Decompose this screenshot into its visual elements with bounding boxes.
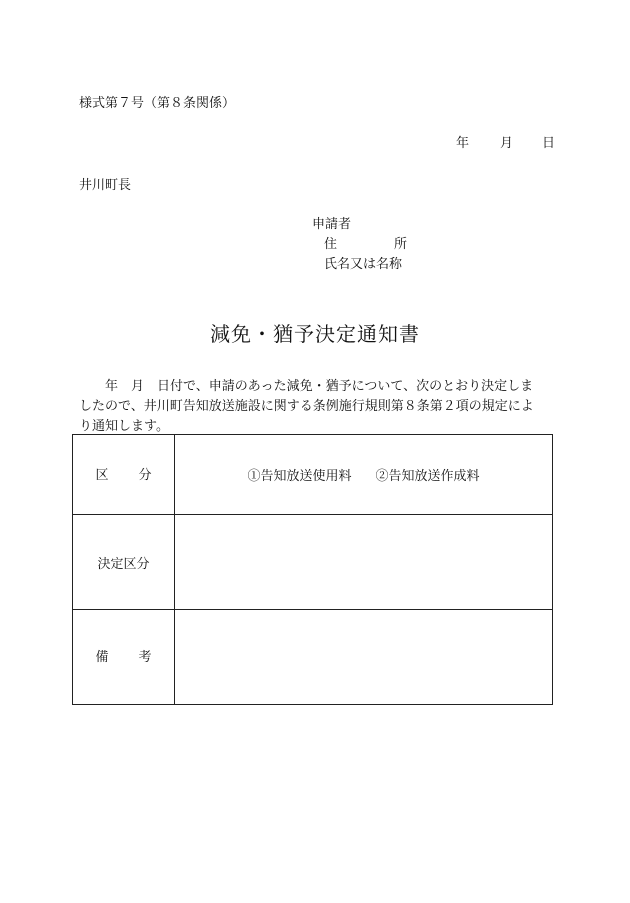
form-number: 様式第７号（第８条関係） <box>79 96 236 111</box>
address-char-1: 住 <box>324 237 338 252</box>
date-year: 年 <box>456 136 470 151</box>
date-month: 月 <box>500 136 514 151</box>
date-day: 日 <box>542 136 556 151</box>
category-label <box>96 464 152 482</box>
decision-label-cell <box>73 515 175 610</box>
category-char-2: 分 <box>138 467 152 483</box>
addressee: 井川町長 <box>79 178 132 193</box>
remarks-label-cell <box>73 610 175 705</box>
body-line-3: り通知します。 <box>79 419 169 434</box>
remarks-char-1: 備 <box>95 650 109 665</box>
decision-label: 決定区分 <box>97 556 150 572</box>
remarks-label <box>96 646 152 664</box>
document-title: 減免・猶予決定通知書 <box>210 322 420 346</box>
address-char-2: 所 <box>394 237 408 252</box>
remarks-char-2: 考 <box>138 650 152 665</box>
applicant-name-label: 氏名又は名称 <box>324 257 403 272</box>
category-char-1: 区 <box>95 467 109 483</box>
body-paragraph <box>79 377 555 437</box>
body-line-1: 年 月 日付で、申請のあった減免・猶予について、次のとおり決定しま <box>105 379 534 394</box>
body-line-2: したので、井川町告知放送施設に関する条例施行規則第８条第２項の規定によ <box>79 399 534 414</box>
applicant-label: 申請者 <box>312 217 352 232</box>
fee-option-production: ②告知放送作成料 <box>375 469 480 484</box>
decision-value-cell <box>175 515 553 610</box>
table-row-category <box>73 435 553 515</box>
decision-table <box>72 434 553 705</box>
category-label-cell <box>73 435 175 515</box>
fee-option-usage: ①告知放送使用料 <box>247 469 352 484</box>
table-row-decision <box>73 515 553 610</box>
remarks-value-cell <box>175 610 553 705</box>
fee-options-cell <box>175 435 553 515</box>
table-row-remarks <box>73 610 553 705</box>
